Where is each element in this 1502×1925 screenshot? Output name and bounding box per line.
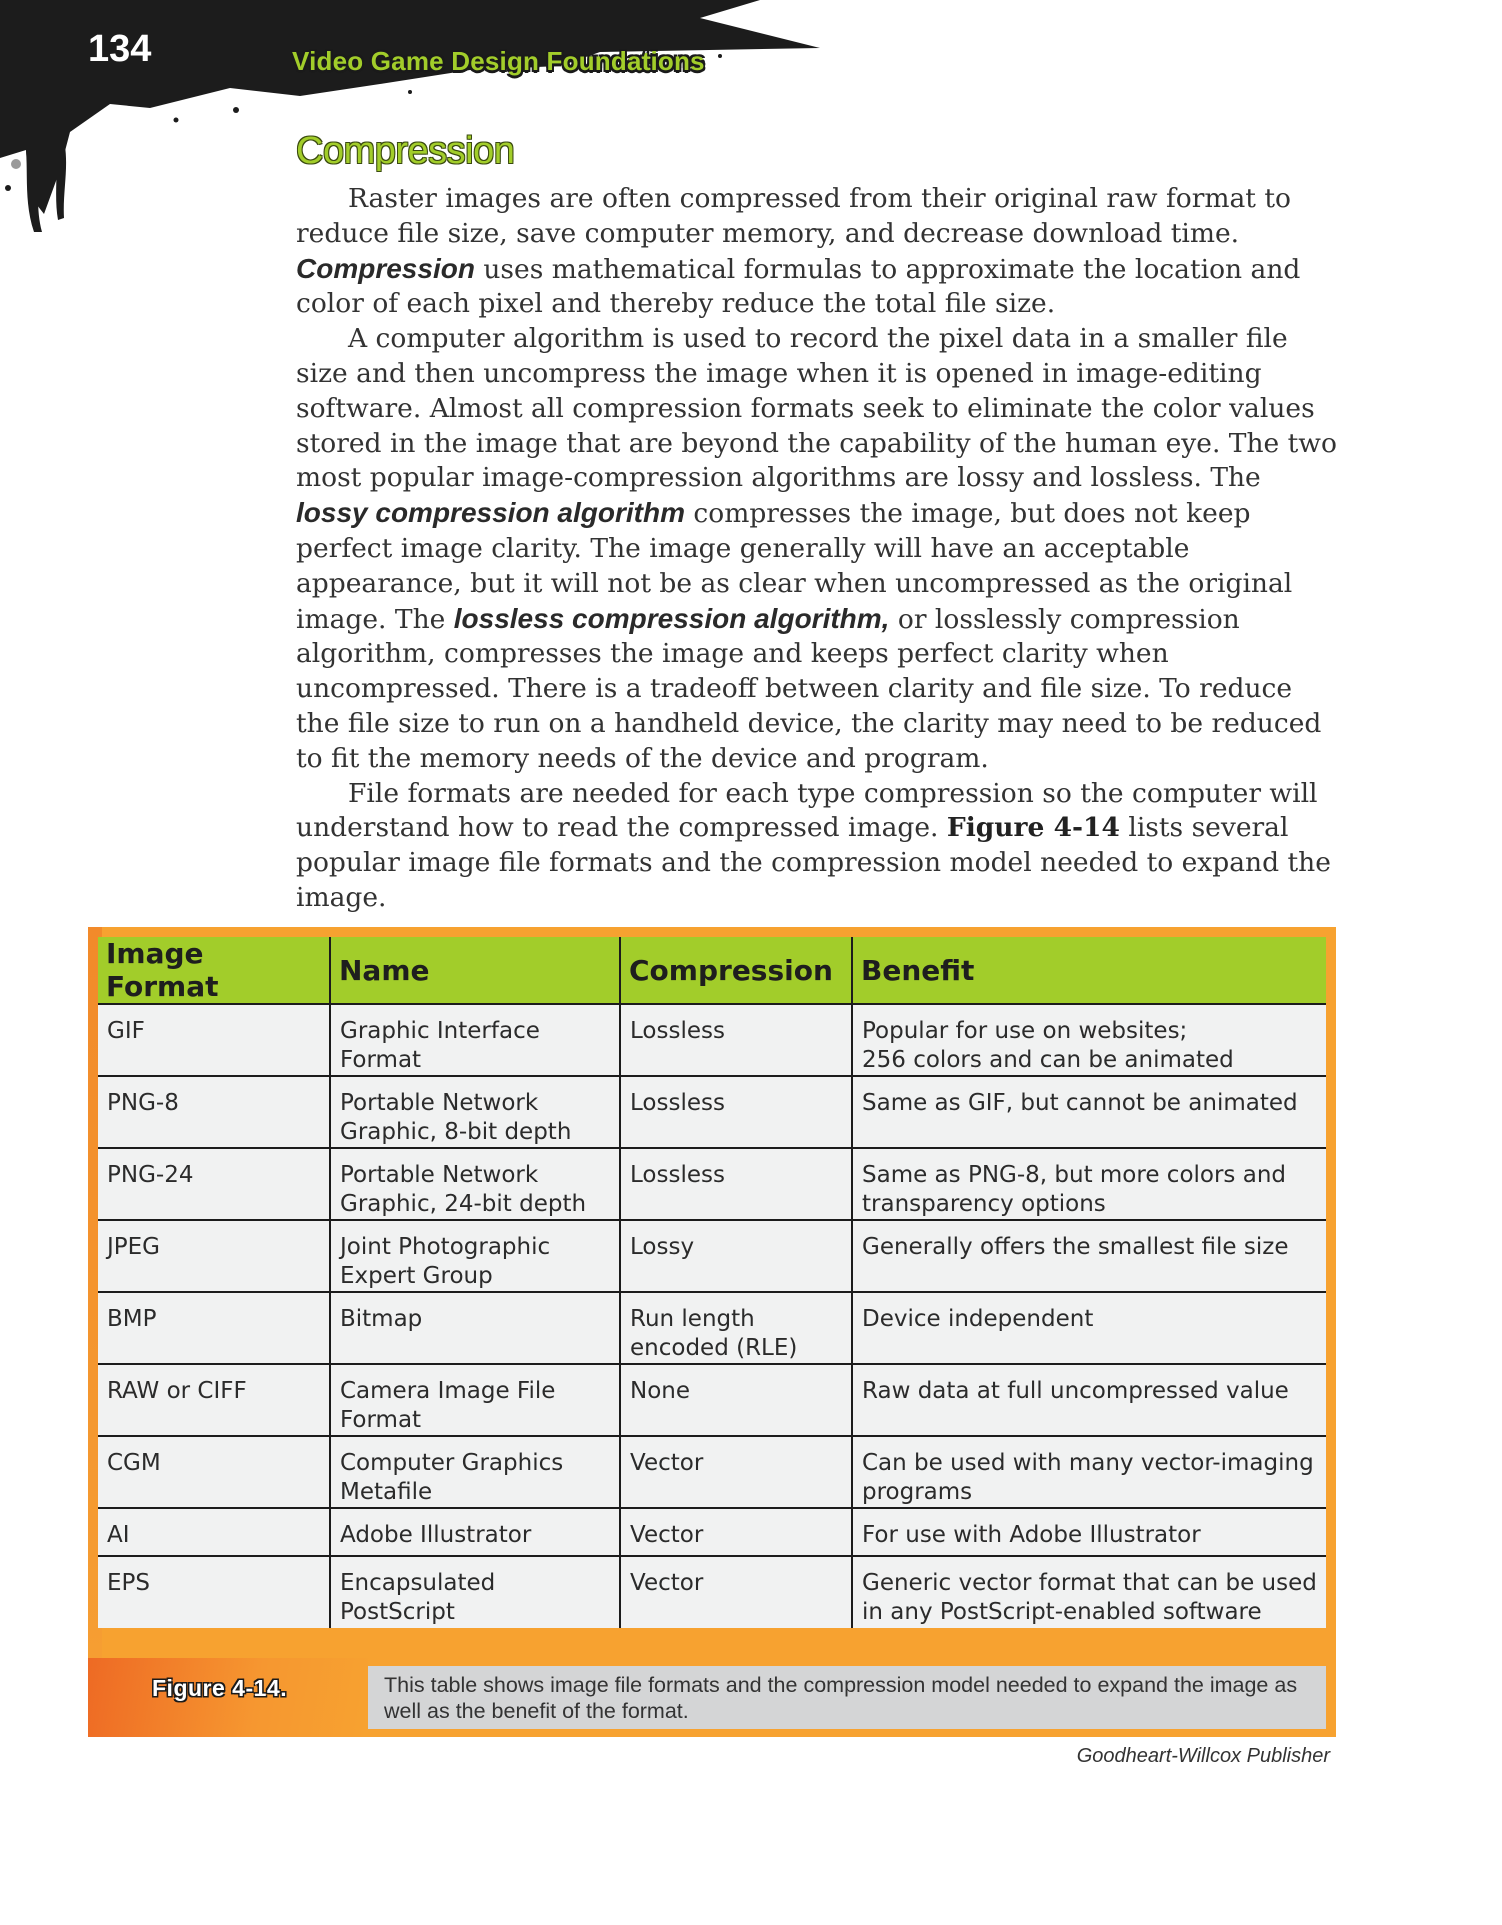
cell-benefit: Can be used with many vector-imaging programs bbox=[852, 1436, 1326, 1508]
cell-compression: Lossless bbox=[620, 1004, 852, 1076]
cell-format: AI bbox=[98, 1508, 330, 1556]
paragraph-1 bbox=[296, 182, 1338, 252]
paragraph-2 bbox=[296, 322, 1338, 776]
table-row bbox=[98, 1436, 1326, 1508]
figure-reference: Figure 4-14 bbox=[946, 812, 1120, 844]
table-row bbox=[98, 1364, 1326, 1436]
paragraph-3 bbox=[296, 777, 1338, 916]
figure-label: Figure 4-14. bbox=[152, 1675, 288, 1701]
cell-format: JPEG bbox=[98, 1220, 330, 1292]
cell-benefit: Popular for use on websites; 256 colors and can be animated bbox=[852, 1004, 1326, 1076]
column-header-image-format: Image Format bbox=[98, 937, 330, 1004]
table-row bbox=[98, 1220, 1326, 1292]
cell-format: RAW or CIFF bbox=[98, 1364, 330, 1436]
cell-compression: Run length encoded (RLE) bbox=[620, 1292, 852, 1364]
table-header-row bbox=[98, 937, 1326, 1004]
cell-benefit: Generally offers the smallest file size bbox=[852, 1220, 1326, 1292]
cell-compression: Lossless bbox=[620, 1076, 852, 1148]
cell-compression: Lossless bbox=[620, 1148, 852, 1220]
cell-compression: Lossy bbox=[620, 1220, 852, 1292]
table-row bbox=[98, 1508, 1326, 1556]
cell-compression: Vector bbox=[620, 1508, 852, 1556]
figure-frame bbox=[88, 927, 1336, 1737]
cell-name: Encapsulated PostScript bbox=[330, 1556, 620, 1628]
table-row bbox=[98, 1076, 1326, 1148]
cell-format: BMP bbox=[98, 1292, 330, 1364]
cell-format: GIF bbox=[98, 1004, 330, 1076]
paragraph-1-rest: uses mathematical formulas to approximate the location and color of each pixel and thereby reduce the total file size. bbox=[296, 253, 1301, 320]
term-lossy: lossy compression algorithm bbox=[296, 497, 685, 529]
column-header-benefit: Benefit bbox=[852, 937, 1326, 1004]
paragraph-1-intro: Raster images are often compressed from their original raw format to reduce file size, save computer memory, and decrease download time. bbox=[296, 183, 1291, 249]
term-compression: Compression bbox=[296, 252, 475, 284]
table-row bbox=[98, 1292, 1326, 1364]
cell-benefit: Same as GIF, but cannot be animated bbox=[852, 1076, 1326, 1148]
paragraph-1-cont bbox=[296, 252, 1338, 323]
cell-name: Portable Network Graphic, 8-bit depth bbox=[330, 1076, 620, 1148]
cell-name: Computer Graphics Metafile bbox=[330, 1436, 620, 1508]
cell-format: PNG-24 bbox=[98, 1148, 330, 1220]
column-header-name: Name bbox=[330, 937, 620, 1004]
cell-benefit: Same as PNG-8, but more colors and transparency options bbox=[852, 1148, 1326, 1220]
cell-benefit: Device independent bbox=[852, 1292, 1326, 1364]
paragraph-3-a: File formats are needed for each type compression so the computer will understand how to read the compressed image. bbox=[296, 777, 1318, 844]
cell-benefit: Raw data at full uncompressed value bbox=[852, 1364, 1326, 1436]
image-credit: Goodheart-Willcox Publisher bbox=[1076, 1745, 1330, 1767]
book-title: Video Game Design Foundations bbox=[292, 46, 705, 76]
page-number: 134 bbox=[88, 28, 152, 70]
cell-compression: Vector bbox=[620, 1556, 852, 1628]
paragraph-2-c: or losslessly compression algorithm, compresses the image and keeps perfect clarity when uncompressed. There is a tradeoff between clarity and file size. To reduce the file size to run on a handheld device, the clarity may need to be reduced to fit the memory needs of the device and program. bbox=[296, 603, 1322, 774]
section-heading: Compression bbox=[296, 130, 515, 172]
cell-name: Joint Photographic Expert Group bbox=[330, 1220, 620, 1292]
paragraph-2-b: compresses the image, but does not keep perfect image clarity. The image generally will have an acceptable appearance, but it will not be as clear when uncompressed as the original image. The bbox=[296, 498, 1293, 635]
paragraph-2-a: A computer algorithm is used to record the pixel data in a smaller file size and then uncompress the image when it is opened in image-editing software. Almost all compression formats seek to eliminate the color values stored in the image that are beyond the capability of the human eye. The two most popular image-compression algorithms are lossy and lossless. The bbox=[296, 323, 1337, 494]
cell-name: Bitmap bbox=[330, 1292, 620, 1364]
cell-compression: None bbox=[620, 1364, 852, 1436]
cell-benefit: For use with Adobe Illustrator bbox=[852, 1508, 1326, 1556]
table-row bbox=[98, 1556, 1326, 1628]
cell-format: CGM bbox=[98, 1436, 330, 1508]
cell-name: Portable Network Graphic, 24-bit depth bbox=[330, 1148, 620, 1220]
cell-name: Adobe Illustrator bbox=[330, 1508, 620, 1556]
cell-compression: Vector bbox=[620, 1436, 852, 1508]
cell-name: Graphic Interface Format bbox=[330, 1004, 620, 1076]
paragraph-3-b: lists several popular image file formats and the compression model needed to expand the image. bbox=[296, 812, 1331, 913]
table-row bbox=[98, 1004, 1326, 1076]
body-text bbox=[296, 182, 1338, 916]
cell-format: EPS bbox=[98, 1556, 330, 1628]
cell-benefit: Generic vector format that can be used in any PostScript-enabled software bbox=[862, 1570, 1317, 1625]
image-format-table bbox=[98, 937, 1326, 1628]
cell-format: PNG-8 bbox=[98, 1076, 330, 1148]
figure-caption: This table shows image file formats and the compression model needed to expand the image as well as the benefit of the format. bbox=[368, 1666, 1326, 1729]
table-row bbox=[98, 1148, 1326, 1220]
cell-name: Camera Image File Format bbox=[330, 1364, 620, 1436]
term-lossless: lossless compression algorithm, bbox=[453, 602, 890, 634]
column-header-compression: Compression bbox=[620, 937, 852, 1004]
